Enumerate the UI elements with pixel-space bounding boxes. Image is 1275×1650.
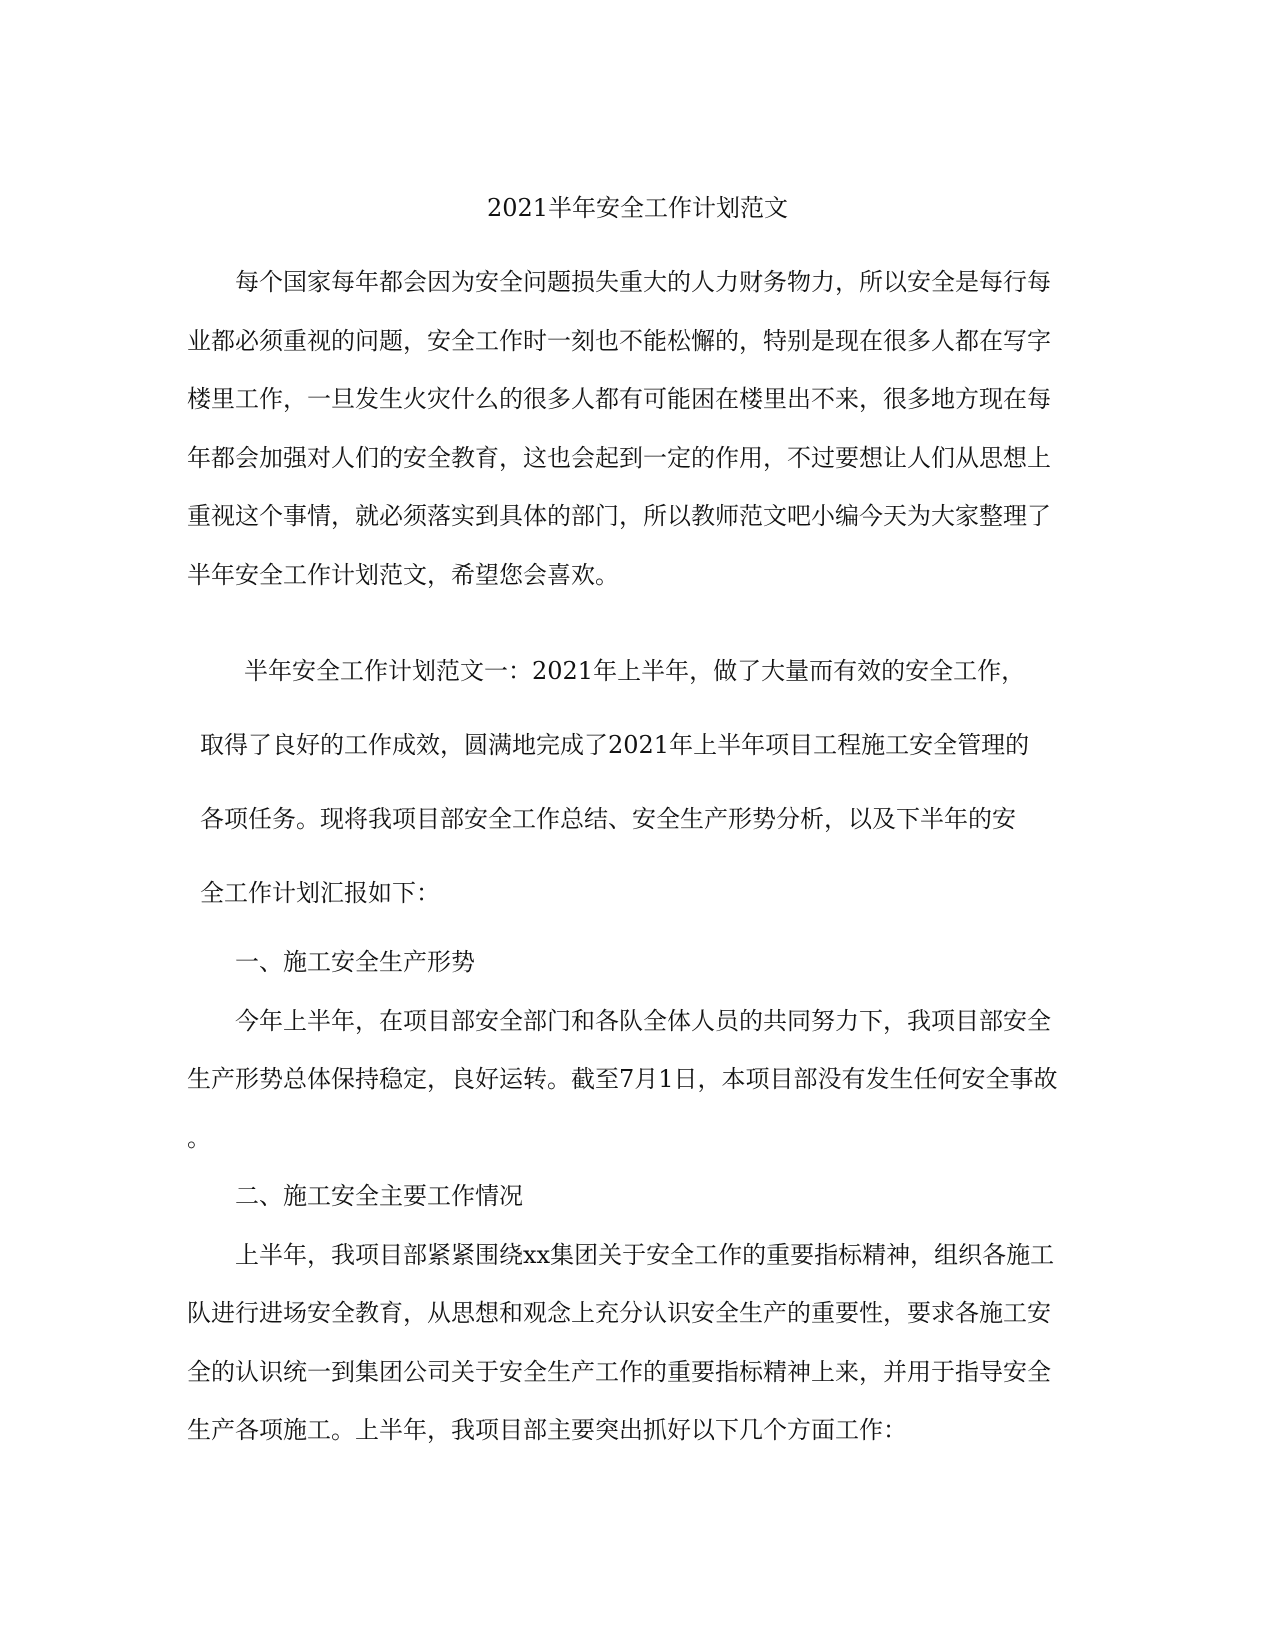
text-line: 今年上半年，在项目部安全部门和各队全体人员的共同努力下，我项目部安全 [235,1006,1051,1035]
sample-paragraph [200,634,1100,930]
text-line: 年都会加强对人们的安全教育，这也会起到一定的作用，不过要想让人们从思想上 [187,443,1051,472]
text-line: 上半年，我项目部紧紧围绕xx集团关于安全工作的重要指标精神，组织各施工 [235,1240,1055,1269]
text-line: 生产形势总体保持稳定，良好运转。截至7月1日，本项目部没有发生任何安全事故 [187,1065,1058,1093]
body-section [187,933,1087,1460]
text-line: 楼里工作，一旦发生火灾什么的很多人都有可能困在楼里出不来，很多地方现在每 [187,385,1051,413]
text-line: 全的认识统一到集团公司关于安全生产工作的重要指标精神上来，并用于指导安全 [187,1357,1051,1386]
text-line: 。 [187,1123,211,1152]
text-line: 半年安全工作计划范文一：2021年上半年，做了大量而有效的安全工作， [244,657,1026,685]
text-line: 全工作计划汇报如下： [200,879,440,907]
text-line: 取得了良好的工作成效，圆满地完成了2021年上半年项目工程施工安全管理的 [200,731,1030,759]
intro-paragraph [187,253,1087,604]
text-line: 业都必须重视的问题，安全工作时一刻也不能松懈的，特别是现在很多人都在写字 [187,326,1051,355]
text-line: 每个国家每年都会因为安全问题损失重大的人力财务物力，所以安全是每行每 [235,268,1051,296]
text-line: 重视这个事情，就必须落实到具体的部门，所以教师范文吧小编今天为大家整理了 [187,502,1051,530]
text-line: 队进行进场安全教育，从思想和观念上充分认识安全生产的重要性，要求各施工安 [187,1299,1051,1327]
text-line: 各项任务。现将我项目部安全工作总结、安全生产形势分析，以及下半年的安 [200,805,1016,833]
section-heading: 一、施工安全生产形势 [235,948,475,976]
text-line: 生产各项施工。上半年，我项目部主要突出抓好以下几个方面工作： [187,1416,907,1444]
text-line: 半年安全工作计划范文，希望您会喜欢。 [187,560,619,589]
document-title: 2021半年安全工作计划范文 [486,194,789,222]
section-heading: 二、施工安全主要工作情况 [235,1182,523,1210]
